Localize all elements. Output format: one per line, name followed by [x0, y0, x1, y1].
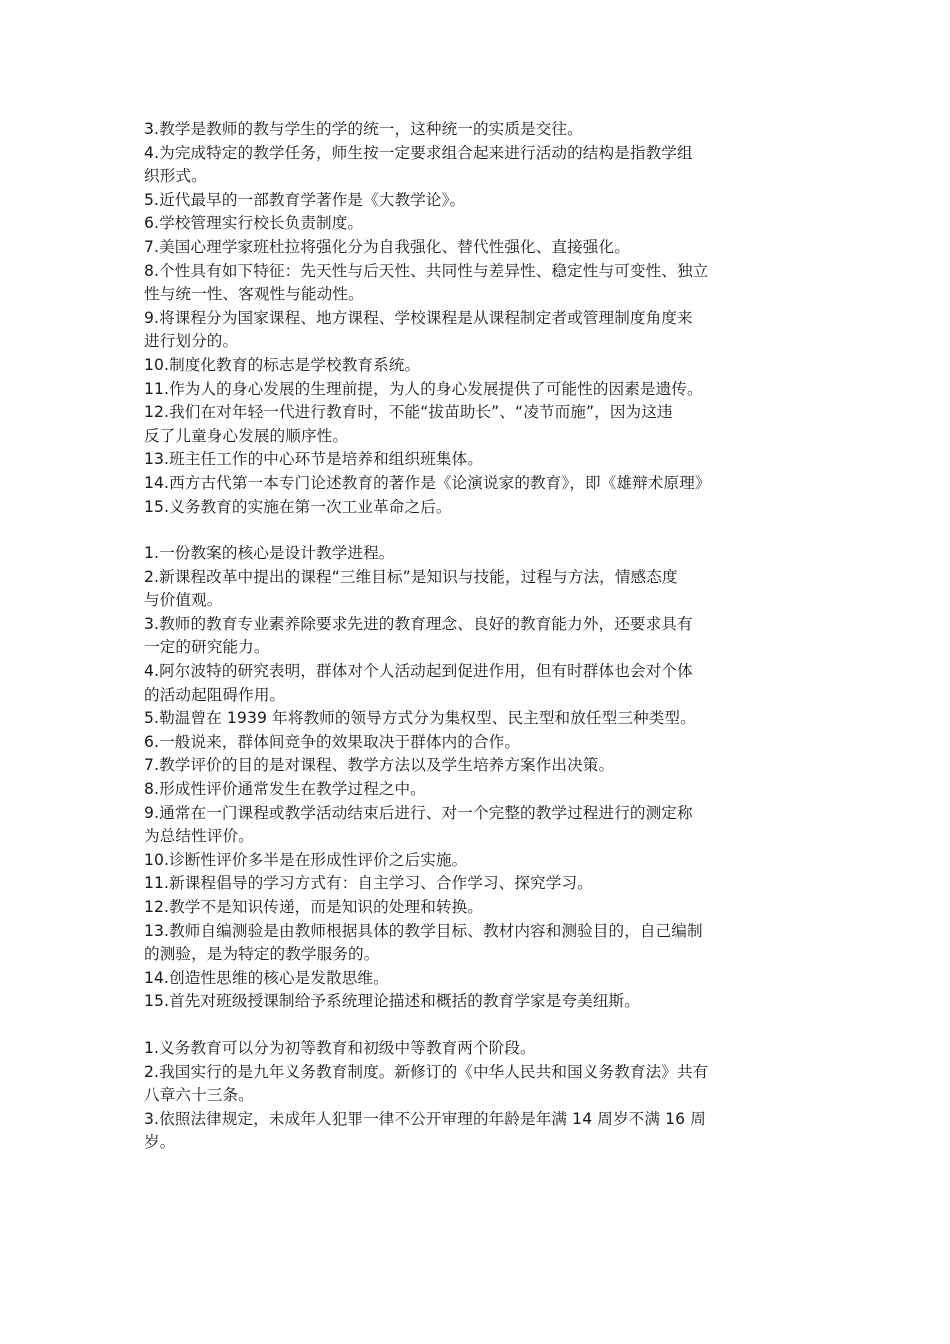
section-2 [144, 542, 810, 1014]
text-line: 4.为完成特定的教学任务，师生按一定要求组合起来进行活动的结构是指教学组 [144, 143, 693, 162]
text-line: 15.首先对班级授课制给予系统理论描述和概括的教育学家是夸美纽斯。 [144, 992, 640, 1011]
text-line: 织形式。 [144, 167, 207, 186]
text-line: 15.义务教育的实施在第一次工业革命之后。 [144, 497, 452, 516]
text-line: 8.形成性评价通常发生在教学过程之中。 [144, 780, 426, 799]
text-line: 的测验，是为特定的教学服务的。 [144, 945, 380, 964]
text-line: 2.我国实行的是九年义务教育制度。新修订的《中华人民共和国义务教育法》共有 [144, 1062, 709, 1081]
text-line: 八章六十三条。 [144, 1086, 254, 1105]
section-1 [144, 118, 810, 519]
text-line: 3.教师的教育专业素养除要求先进的教育理念、良好的教育能力外，还要求具有 [144, 614, 693, 633]
text-line: 10.制度化教育的标志是学校教育系统。 [144, 355, 421, 374]
text-line: 进行划分的。 [144, 332, 239, 351]
text-line: 13.班主任工作的中心环节是培养和组织班集体。 [144, 450, 483, 469]
text-line: 11.作为人的身心发展的生理前提，为人的身心发展提供了可能性的因素是遗传。 [144, 379, 703, 398]
text-line: 8.个性具有如下特征：先天性与后天性、共同性与差异性、稳定性与可变性、独立 [144, 261, 709, 280]
text-line: 性与统一性、客观性与能动性。 [144, 285, 364, 304]
text-line: 反了儿童身心发展的顺序性。 [144, 426, 349, 445]
text-line: 9.将课程分为国家课程、地方课程、学校课程是从课程制定者或管理制度角度来 [144, 308, 693, 327]
text-line: 12.我们在对年轻一代进行教育时，不能“拔苗助长”、“凌节而施”，因为这违 [144, 403, 673, 422]
text-line: 14.创造性思维的核心是发散思维。 [144, 968, 389, 987]
text-line: 1.义务教育可以分为初等教育和初级中等教育两个阶段。 [144, 1038, 536, 1057]
text-line: 一定的研究能力。 [144, 638, 270, 657]
text-line: 与价值观。 [144, 591, 223, 610]
text-line: 岁。 [144, 1133, 176, 1152]
text-line: 5.勒温曾在 1939 年将教师的领导方式分为集权型、民主型和放任型三种类型。 [144, 709, 696, 728]
text-line: 为总结性评价。 [144, 827, 254, 846]
text-line: 13.教师自编测验是由教师根据具体的教学目标、教材内容和测验目的，自己编制 [144, 921, 703, 940]
text-line: 9.通常在一门课程或教学活动结束后进行、对一个完整的教学过程进行的测定称 [144, 803, 693, 822]
text-line: 10.诊断性评价多半是在形成性评价之后实施。 [144, 850, 468, 869]
text-line: 3.依照法律规定，未成年人犯罪一律不公开审理的年龄是年满 14 周岁不满 16 周 [144, 1109, 706, 1128]
text-line: 5.近代最早的一部教育学著作是《大教学论》。 [144, 190, 466, 209]
text-line: 3.教学是教师的教与学生的学的统一，这种统一的实质是交往。 [144, 120, 583, 138]
text-line: 6.一般说来，群体间竞争的效果取决于群体内的合作。 [144, 732, 521, 751]
text-line: 1.一份教案的核心是设计教学进程。 [144, 544, 395, 563]
text-line: 14.西方古代第一本专门论述教育的著作是《论演说家的教育》，即《雄辩术原理》 [144, 473, 711, 492]
text-line: 6.学校管理实行校长负责制度。 [144, 214, 364, 233]
text-line: 7.美国心理学家班杜拉将强化分为自我强化、替代性强化、直接强化。 [144, 237, 630, 256]
text-line: 4.阿尔波特的研究表明，群体对个人活动起到促进作用，但有时群体也会对个体 [144, 662, 693, 681]
section-3 [144, 1037, 810, 1155]
document-body [144, 118, 810, 1155]
text-line: 的活动起阻碍作用。 [144, 685, 286, 704]
text-line: 2.新课程改革中提出的课程“三维目标”是知识与技能，过程与方法，情感态度 [144, 567, 678, 586]
text-line: 7.教学评价的目的是对课程、教学方法以及学生培养方案作出决策。 [144, 756, 615, 775]
text-line: 12.教学不是知识传递，而是知识的处理和转换。 [144, 898, 483, 916]
text-line: 11.新课程倡导的学习方式有：自主学习、合作学习、探究学习。 [144, 874, 593, 893]
